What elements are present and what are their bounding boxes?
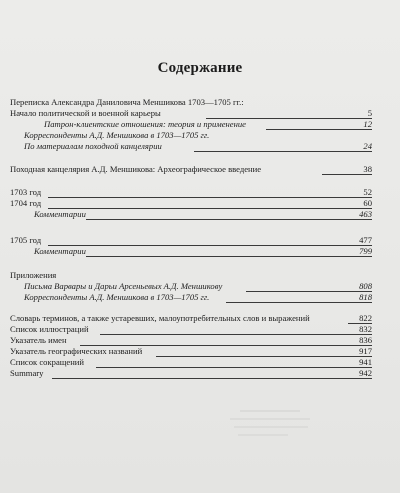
toc-entry — [34, 246, 372, 257]
toc-entry-title: Патрон-клиентские отношения: теория и применение — [44, 119, 246, 129]
toc-entry-title: Начало политической и военной карьеры — [10, 108, 161, 118]
toc-entry-page: 52 — [363, 187, 372, 197]
toc-entry-title: Комментарии — [34, 209, 86, 219]
toc-entry-page: 5 — [367, 108, 372, 118]
toc-entry — [44, 119, 372, 130]
toc-entry-page: 808 — [359, 281, 372, 291]
toc-entry-title: 1705 год — [10, 235, 42, 245]
toc-entry-page: 38 — [363, 164, 372, 174]
toc-entry-page: 60 — [363, 198, 372, 208]
toc-entry-title: 1703 год — [10, 187, 42, 197]
toc-entry — [10, 357, 372, 368]
toc-entry-title: Словарь терминов, а также устаревших, малоупотребительных слов и выражений — [10, 313, 310, 323]
toc-entry-title: Переписка Александра Даниловича Меншикова 1703—1705 гг.: — [10, 97, 244, 107]
toc-entry-title: 1704 год — [10, 198, 42, 208]
toc-entry — [24, 281, 372, 292]
toc-entry — [10, 97, 372, 108]
toc-entry-page: 818 — [359, 292, 372, 302]
toc-entry-title: Корреспонденты А.Д. Меншикова в 1703—1705 гг. — [24, 130, 210, 140]
toc-entry — [10, 198, 372, 209]
toc-entry-title: Список иллюстраций — [10, 324, 89, 334]
toc-entry-title: Корреспонденты А.Д. Меншикова в 1703—1705 гг. — [24, 292, 210, 302]
toc-entry-title: Письма Варвары и Дарьи Арсеньевых А.Д. Меншикову — [24, 281, 223, 291]
toc-entry — [10, 368, 372, 379]
toc-entry — [10, 270, 372, 281]
toc-entry-title: Комментарии — [34, 246, 86, 256]
toc-entry-page: 12 — [363, 119, 372, 129]
toc-entry — [10, 164, 372, 175]
toc-entry — [24, 141, 372, 152]
toc-entry-page: 24 — [363, 141, 372, 151]
toc-entry-page: 477 — [359, 235, 372, 245]
toc-entry-page: 836 — [359, 335, 372, 345]
toc-entry — [10, 235, 372, 246]
toc-entry-title: Указатель географических названий — [10, 346, 143, 356]
toc-entry — [10, 324, 372, 335]
toc-entry-title: Приложения — [10, 270, 57, 280]
toc-entry — [24, 292, 372, 303]
toc-entry-page: 463 — [359, 209, 372, 219]
toc-entry-page: 917 — [359, 346, 372, 356]
toc-entry — [24, 130, 372, 141]
toc-entry — [10, 108, 372, 119]
toc-entry — [10, 313, 372, 324]
toc-entry — [10, 335, 372, 346]
bleed-through-texture — [230, 405, 320, 465]
toc-entry — [34, 209, 372, 220]
toc-entry-title: Список сокращений — [10, 357, 84, 367]
page-title: Содержание — [157, 60, 243, 76]
toc-entry-title: По материалам походной канцелярии — [24, 141, 162, 151]
toc-entry — [10, 346, 372, 357]
toc-entry-title: Summary — [10, 368, 44, 378]
toc-entry-page: 822 — [359, 313, 372, 323]
toc-entry-title: Походная канцелярия А.Д. Меншикова: Археографическое введение — [10, 164, 262, 174]
toc-entry-page: 941 — [359, 357, 372, 367]
toc-entry-page: 942 — [359, 368, 372, 378]
toc-entry-page: 799 — [359, 246, 372, 256]
toc-entry-title: Указатель имен — [10, 335, 67, 345]
toc-entry-page: 832 — [359, 324, 372, 334]
toc-entry — [10, 187, 372, 198]
